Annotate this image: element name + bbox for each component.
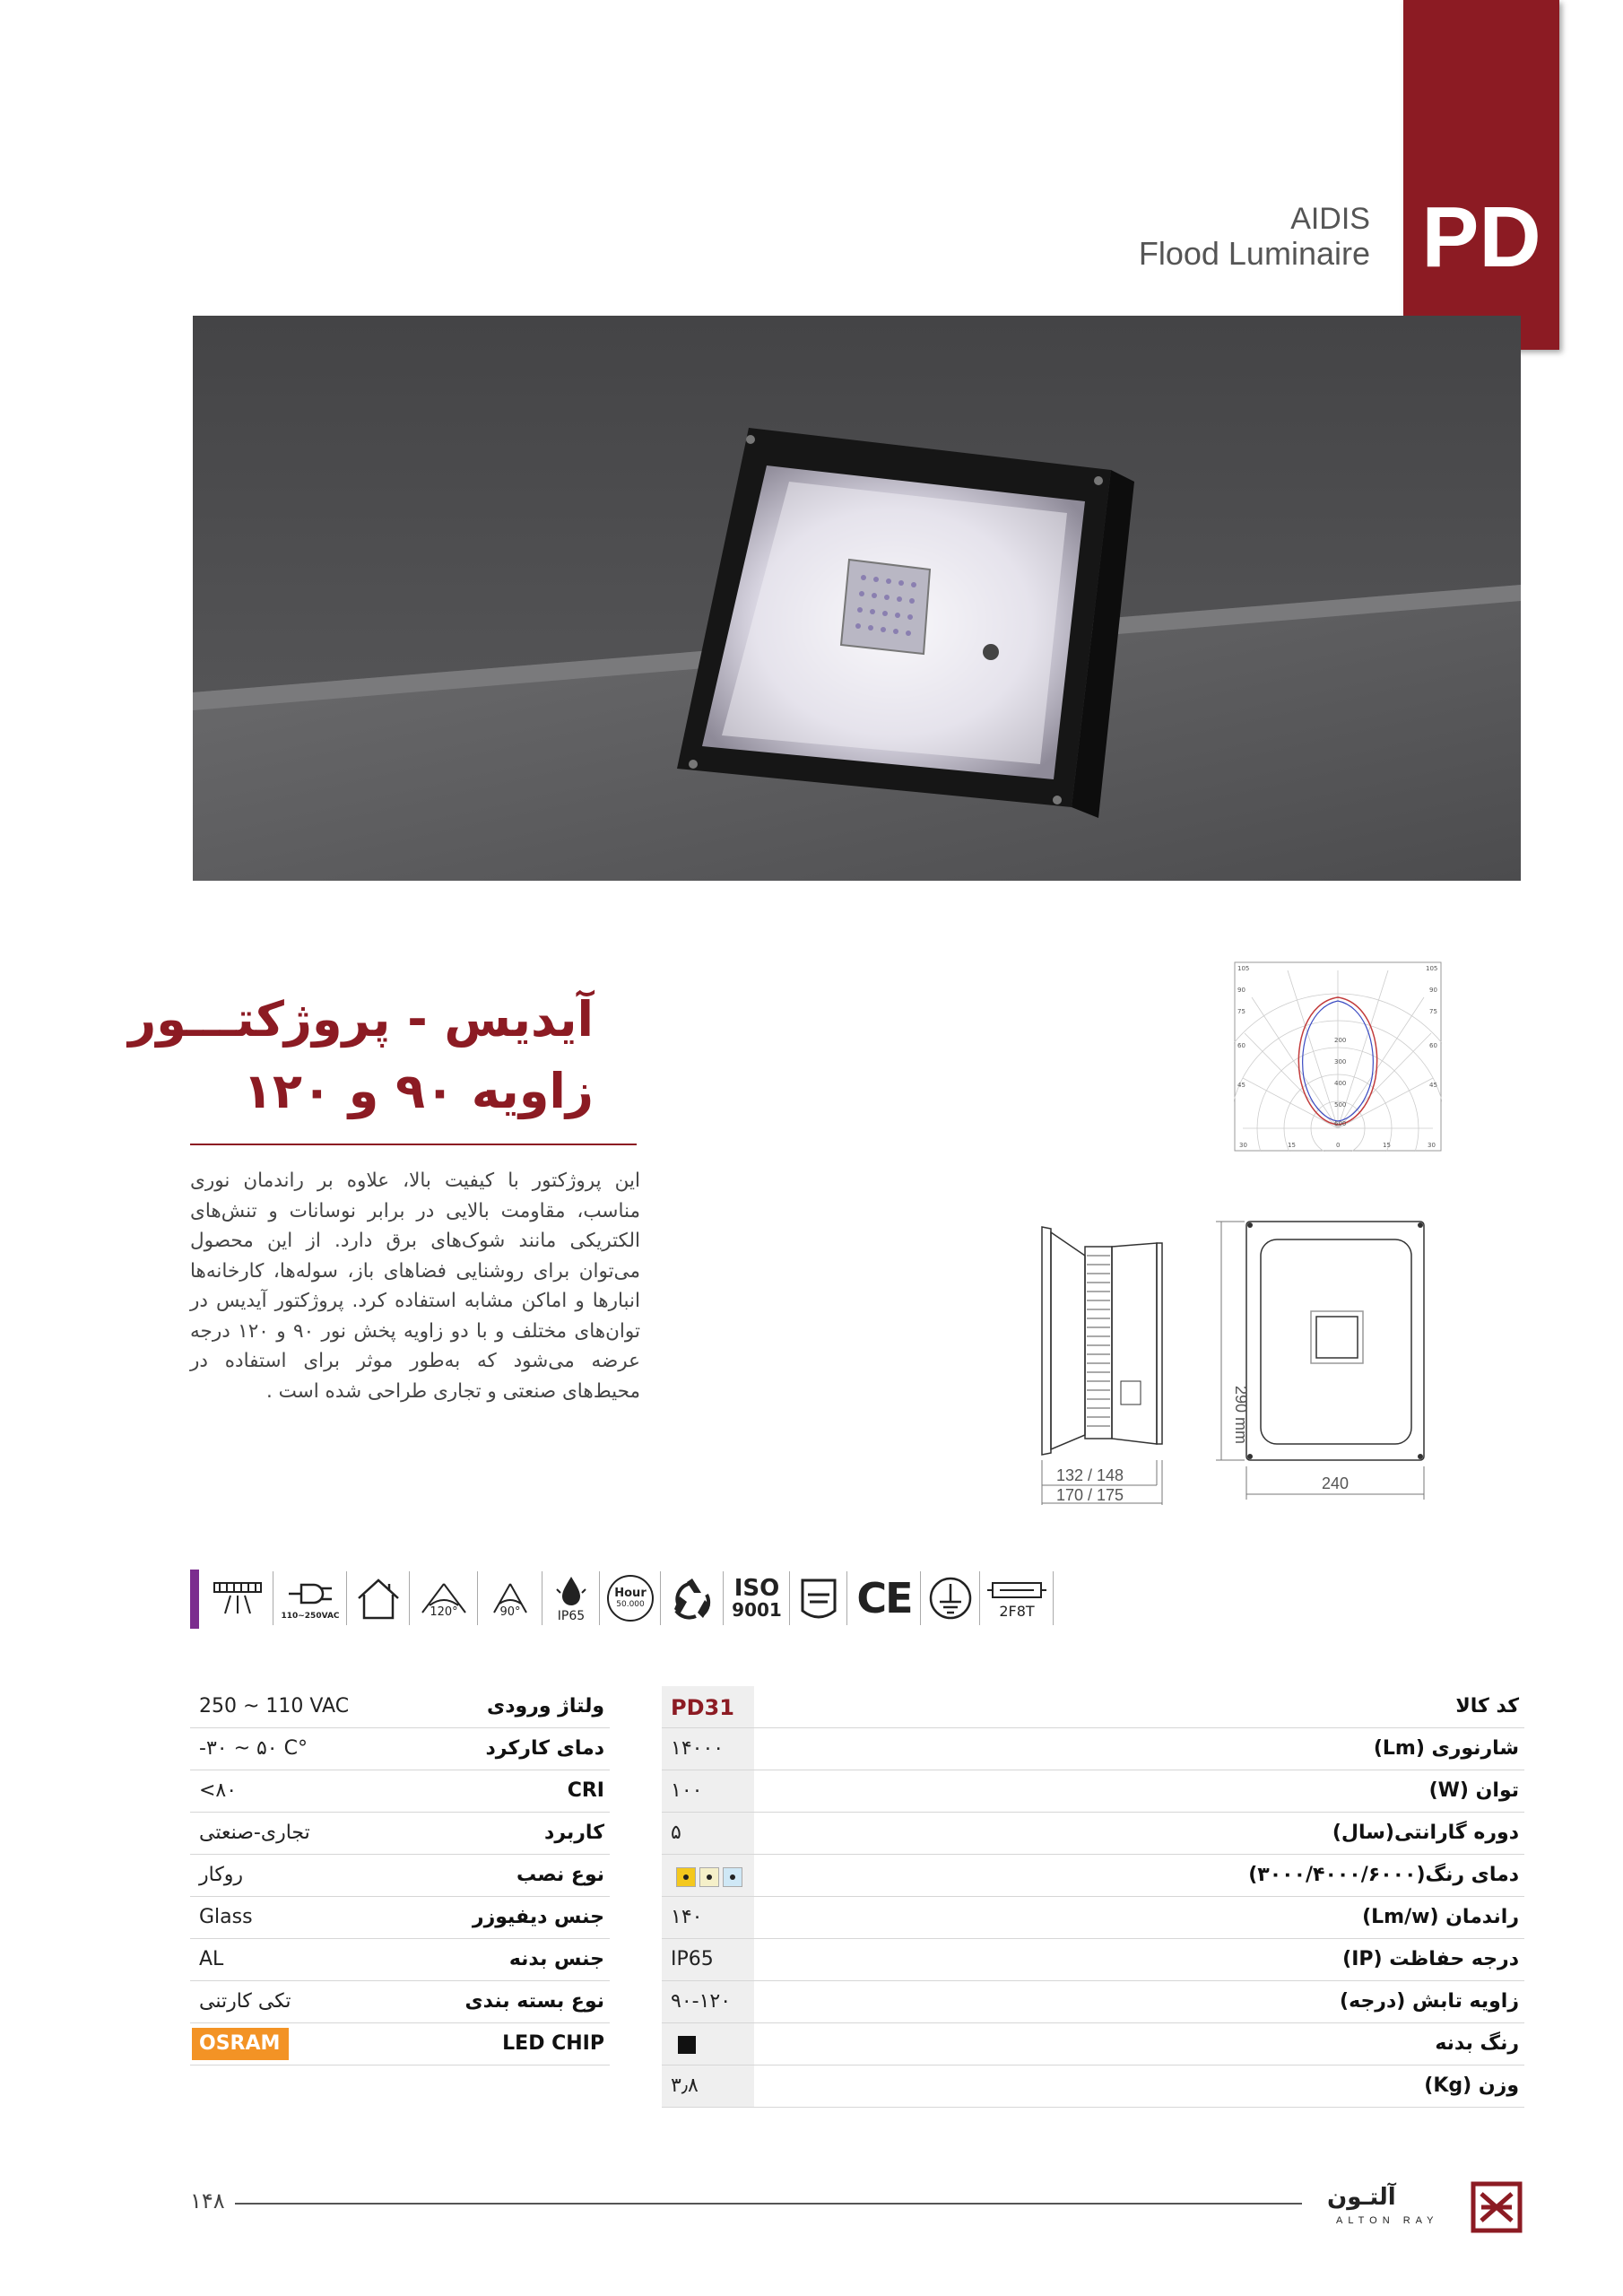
icon-divider xyxy=(409,1571,410,1625)
product-title: آیدیس - پروژکتـــور xyxy=(128,991,594,1048)
spec-row xyxy=(190,1728,610,1770)
angle-120-label: 120° xyxy=(430,1605,458,1619)
icon-divider xyxy=(346,1571,347,1625)
polar-label: 300 xyxy=(1334,1058,1347,1065)
recycle-icon xyxy=(664,1568,721,1629)
spec-row xyxy=(190,2023,610,2066)
spec-row xyxy=(662,2066,1524,2108)
spec-value: ۱۰۰ xyxy=(671,1779,703,1802)
ground-icon xyxy=(924,1568,977,1629)
spec-value: تجاری-صنعتی xyxy=(199,1822,310,1844)
spec-label: ولتاژ ورودی xyxy=(487,1695,604,1718)
product-type: Flood Luminaire xyxy=(1138,235,1370,272)
voltage-label: 110~250VAC xyxy=(281,1612,340,1621)
section-tab xyxy=(1403,0,1559,350)
iso-title: ISO xyxy=(733,1575,780,1602)
spec-value: 250 ~ 110 VAC xyxy=(199,1695,350,1718)
icon-divider xyxy=(846,1571,847,1625)
height-dimension: 290 mm xyxy=(1232,1386,1250,1445)
spec-table-general xyxy=(190,1686,610,2063)
spec-label: توان (W) xyxy=(1428,1779,1519,1802)
logo-subtitle: ALTON RAY xyxy=(1336,2215,1439,2226)
spec-value: <۸۰ xyxy=(199,1779,238,1802)
led-chip-brand-badge: OSRAM xyxy=(192,2028,289,2060)
footer-divider xyxy=(235,2203,1302,2205)
spec-label: رنگ بدنه xyxy=(1435,2032,1519,2055)
logo-text: آلتـون xyxy=(1327,2184,1396,2211)
swatch-dot xyxy=(683,1874,689,1880)
hour-title: Hour xyxy=(614,1586,647,1600)
spec-row xyxy=(662,2023,1524,2066)
angle-90-label: 90° xyxy=(499,1605,521,1619)
polar-label: 60 xyxy=(1237,1042,1245,1049)
power-plug-icon xyxy=(276,1568,344,1629)
polar-label: 15 xyxy=(1288,1142,1296,1149)
spec-label: درجه حفاظت (IP) xyxy=(1342,1948,1519,1970)
spec-value: ۳٫۸ xyxy=(671,2074,699,2097)
width-dimension: 240 xyxy=(1322,1474,1350,1492)
ip-label: IP65 xyxy=(557,1609,586,1623)
spec-value: Glass xyxy=(199,1906,253,1928)
depth-dimension-2: 170 / 175 xyxy=(1056,1486,1124,1504)
body-color-swatch xyxy=(678,2036,696,2054)
polar-label: 90 xyxy=(1237,987,1245,994)
spec-label: CRI xyxy=(567,1779,604,1802)
lifetime-hours-icon xyxy=(603,1568,658,1629)
product-photo xyxy=(193,316,1521,881)
spec-row xyxy=(662,1770,1524,1813)
product-description: این پروژکتور با کیفیت بالا، علاوه بر راندمان نوری مناسب، مقاومت بالایی در برابر نوسانات و تنش‌های الکتریکی مانند شوک‌های برق دارد. از این محصول می‌توان برای روشنایی فضاهای باز، سوله‌ها، کارخانه‌ها انبارها و اماکن مشابه استفاده کرد. پروژکتور آیدیس در توان‌های مختلف و با دو زاویه پخش نور ۹۰ و ۱۲۰ درجه عرضه می‌شود که به‌طور موثر برای استفاده در محیط‌های صنعتی و تجاری طراحی شده است . xyxy=(190,1170,640,1403)
icon-divider xyxy=(723,1571,724,1625)
color-temp-swatch xyxy=(699,1867,719,1887)
color-temp-swatch xyxy=(676,1867,696,1887)
spec-row xyxy=(662,1897,1524,1939)
polar-label: 45 xyxy=(1429,1082,1437,1089)
polar-label: 75 xyxy=(1429,1008,1437,1015)
spec-label: شارنوری (Lm) xyxy=(1373,1737,1519,1760)
icon-divider xyxy=(920,1571,921,1625)
polar-label: 75 xyxy=(1237,1008,1245,1015)
spec-row xyxy=(662,1939,1524,1981)
spec-row xyxy=(190,1939,610,1981)
polar-label: 90 xyxy=(1429,987,1437,994)
polar-label: 60 xyxy=(1429,1042,1437,1049)
spec-value: ۹۰-۱۲۰ xyxy=(671,1990,732,2013)
polar-label: 30 xyxy=(1428,1142,1436,1149)
polar-light-distribution xyxy=(1234,961,1442,1152)
spec-label: جنس بدنه xyxy=(508,1948,604,1970)
section-code: PD xyxy=(1421,189,1541,285)
spec-value: -۳۰ ~ ۵۰ C° xyxy=(199,1737,308,1760)
spec-label: کد کالا xyxy=(1455,1695,1519,1718)
spec-value: ۱۴۰ xyxy=(671,1906,703,1928)
polar-label: 105 xyxy=(1426,965,1438,972)
polar-label: 105 xyxy=(1237,965,1250,972)
icon-divider xyxy=(660,1571,661,1625)
product-subtitle: زاویه ۹۰ و ۱۲۰ xyxy=(243,1063,594,1119)
spec-row xyxy=(190,1813,610,1855)
product-brand: AIDIS xyxy=(1290,202,1370,236)
iso-value: 9001 xyxy=(732,1599,782,1621)
standard-mark-icon xyxy=(793,1568,845,1629)
spec-value-cell xyxy=(662,2023,754,2065)
polar-label: 45 xyxy=(1237,1082,1245,1089)
color-temp-swatch xyxy=(723,1867,742,1887)
hour-value: 50.000 xyxy=(616,1599,645,1609)
spec-value: روکار xyxy=(199,1864,244,1886)
swatch-dot xyxy=(730,1874,735,1880)
technical-drawings xyxy=(1031,1220,1453,1507)
spec-value: ۱۴۰۰۰ xyxy=(671,1737,725,1760)
spec-value: ۵ xyxy=(671,1822,681,1844)
spec-value: تکی کارتنی xyxy=(199,1990,291,2013)
accent-bar xyxy=(190,1570,199,1629)
polar-label: 0 xyxy=(1336,1142,1341,1149)
beam-angle-120-icon xyxy=(412,1568,475,1629)
fuse-icon xyxy=(983,1568,1051,1629)
ce-mark-icon xyxy=(850,1568,918,1629)
spec-row xyxy=(190,1981,610,2023)
polar-label: 15 xyxy=(1383,1142,1391,1149)
feature-icons xyxy=(190,1568,1074,1631)
ce-label: CE xyxy=(856,1574,912,1622)
polar-label: 30 xyxy=(1239,1142,1247,1149)
polar-label: 600 xyxy=(1334,1120,1347,1127)
product-code: PD31 xyxy=(671,1695,734,1720)
outdoor-use-icon xyxy=(350,1568,407,1629)
spec-label: نوع نصب xyxy=(516,1864,604,1886)
beam-angle-90-icon xyxy=(481,1568,540,1629)
spec-label: راندمان (Lm/w) xyxy=(1362,1906,1519,1928)
ip-rating-icon xyxy=(545,1568,597,1629)
spec-row xyxy=(662,1728,1524,1770)
linear-light-icon xyxy=(204,1568,271,1629)
spec-row xyxy=(662,1981,1524,2023)
spec-label: دمای رنگ(۳۰۰۰/۴۰۰۰/۶۰۰۰) xyxy=(1248,1864,1519,1886)
title-divider xyxy=(190,1144,637,1145)
logo-mark-icon xyxy=(1471,2181,1523,2233)
fuse-label: 2F8T xyxy=(999,1602,1035,1620)
spec-label: زاویه تابش (درجه) xyxy=(1340,1990,1519,2013)
spec-label: وزن (Kg) xyxy=(1424,2074,1519,2097)
icon-divider xyxy=(1053,1571,1054,1625)
spec-label: کاربرد xyxy=(544,1822,604,1844)
spec-row xyxy=(662,1855,1524,1897)
icon-divider xyxy=(477,1571,478,1625)
polar-label: 200 xyxy=(1334,1037,1347,1044)
spec-row xyxy=(190,1897,610,1939)
spec-table-main xyxy=(662,1686,1524,2108)
spec-row xyxy=(190,1770,610,1813)
spec-row xyxy=(190,1686,610,1728)
polar-label: 500 xyxy=(1334,1101,1347,1109)
spec-label: نوع بسته بندی xyxy=(464,1990,604,2013)
page-number: ۱۴۸ xyxy=(190,2188,225,2213)
polar-label: 400 xyxy=(1334,1080,1347,1087)
icon-divider xyxy=(789,1571,790,1625)
icon-divider xyxy=(979,1571,980,1625)
swatch-dot xyxy=(707,1874,712,1880)
spec-row xyxy=(190,1855,610,1897)
depth-dimension-1: 132 / 148 xyxy=(1056,1466,1124,1484)
spec-label: دوره گارانتی(سال) xyxy=(1332,1822,1519,1844)
iso-9001-icon xyxy=(726,1568,787,1629)
spec-value: AL xyxy=(199,1948,224,1970)
spec-row xyxy=(662,1813,1524,1855)
spec-label: LED CHIP xyxy=(502,2032,604,2055)
icon-divider xyxy=(599,1571,600,1625)
spec-label: دمای کارکرد xyxy=(485,1737,604,1760)
spec-label: جنس دیفیوزر xyxy=(472,1906,604,1928)
spec-value: IP65 xyxy=(671,1948,714,1970)
spec-row xyxy=(662,1686,1524,1728)
